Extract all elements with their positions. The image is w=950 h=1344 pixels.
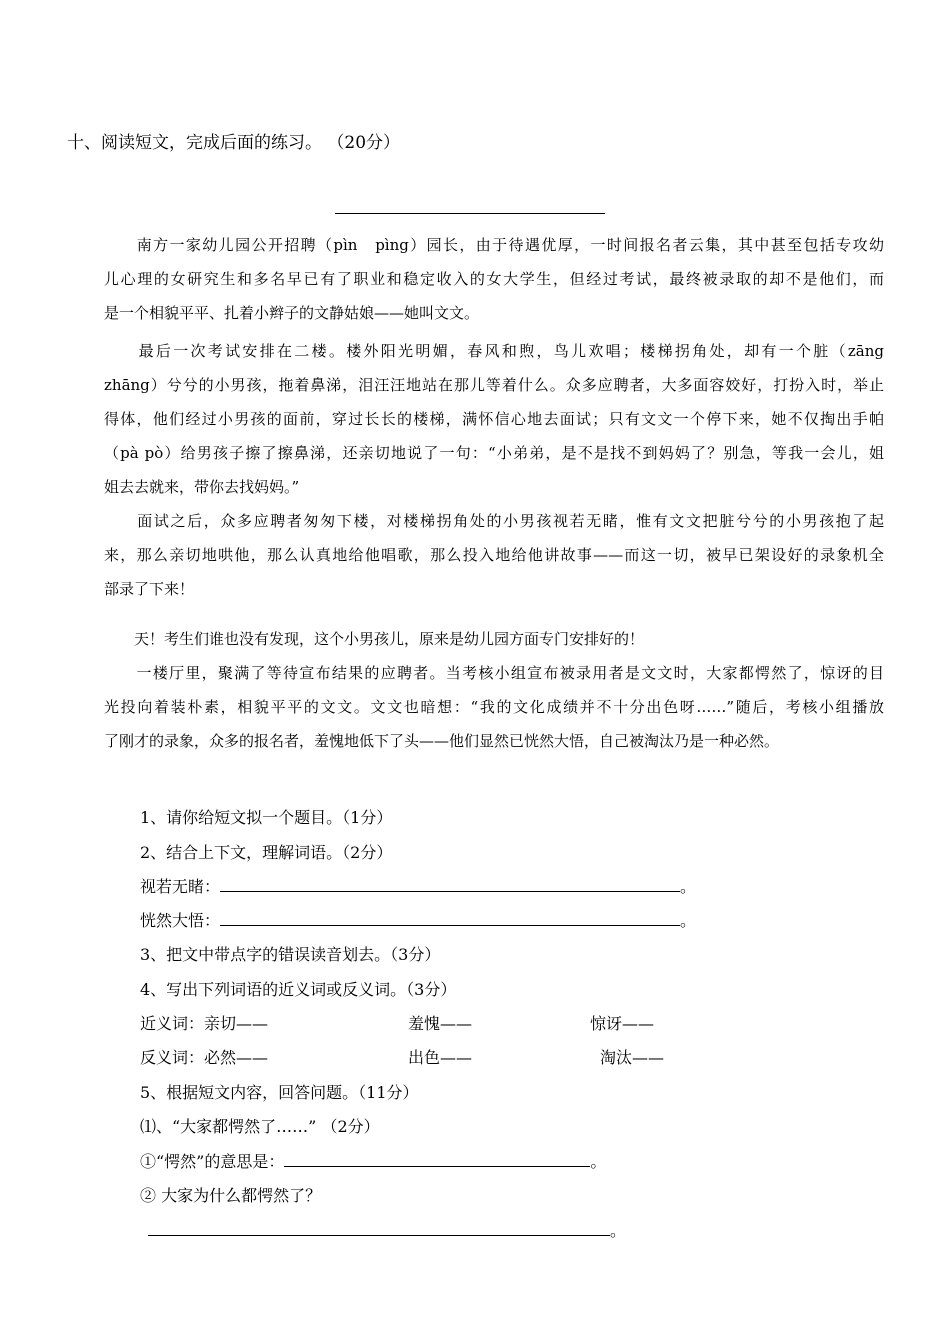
text-line: 来，那么亲切地哄他，那么认真地给他唱歌，那么投入地给他讲故事——而这一切，被早已架设好的录象机全 — [104, 546, 884, 564]
text-line: 光投向着装朴素，相貌平平的文文。文文也暗想：“我的文化成绩并不十分出色呀……”随后，考核小组播放 — [104, 698, 884, 716]
end-mark: 。 — [680, 911, 697, 930]
text-line: 南方一家幼儿园公开招聘（pìn pìng）园长，由于待遇优厚，一时间报名者云集，其中甚至包括专攻幼 — [104, 236, 884, 254]
text-line: 了刚才的录象，众多的报名者，羞愧地低下了头——他们显然已恍然大悟，自己被淘汰乃是一种必然。 — [104, 732, 780, 750]
text-line: 最后一次考试安排在二楼。楼外阳光明媚，春风和煦，鸟儿欢唱；楼梯拐角处，却有一个脏（zāng — [104, 342, 884, 360]
question-2: 2、结合上下文，理解词语。（2分） — [140, 843, 393, 862]
paragraph-3 — [104, 504, 884, 606]
paragraph-5 — [104, 656, 884, 758]
answer-line-5-1b — [148, 1218, 626, 1241]
text-line: 天！考生们谁也没有发现，这个小男孩儿，原来是幼儿园方面专门安排好的！ — [104, 630, 645, 648]
text-line: 儿心理的女研究生和多名早已有了职业和稳定收入的女大学生，但经过考试，最终被录取的却不是他们，而 — [104, 270, 884, 288]
question-2a — [140, 874, 696, 897]
term-label: 视若无睹： — [140, 877, 221, 896]
question-1: 1、请你给短文拟一个题目。（1分） — [140, 808, 393, 827]
answer-blank[interactable] — [220, 911, 680, 926]
question-5-1b: ② 大家为什么都愕然了？ — [140, 1186, 322, 1205]
synonym-qinqie[interactable]: 近义词：亲切—— — [140, 1014, 269, 1033]
antonym-biran[interactable]: 反义词：必然—— — [140, 1048, 269, 1067]
text-line: 一楼厅里，聚满了等待宣布结果的应聘者。当考核小组宣布被录用者是文文时，大家都愕然了，惊讶的目 — [104, 664, 884, 682]
paragraph-2 — [104, 334, 884, 504]
paragraph-1 — [104, 228, 884, 330]
answer-blank[interactable] — [284, 1152, 590, 1167]
question-5-1a — [140, 1149, 606, 1172]
text-line: 面试之后，众多应聘者匆匆下楼，对楼梯拐角处的小男孩视若无睹，惟有文文把脏兮兮的小男孩抱了起 — [104, 512, 884, 530]
text-line: 部录了下来！ — [104, 580, 195, 598]
question-5-1: ⑴、“大家都愕然了……” （2分） — [140, 1117, 380, 1136]
text-line: 是一个相貌平平、扎着小辫子的文静姑娘——她叫文文。 — [104, 304, 480, 322]
question-5: 5、根据短文内容，回答问题。（11分） — [140, 1083, 419, 1102]
question-2b — [140, 908, 696, 931]
end-mark: 。 — [680, 877, 697, 896]
answer-blank[interactable] — [220, 877, 680, 892]
text-line: 得体，他们经过小男孩的面前，穿过长长的楼梯，满怀信心地去面试；只有文文一个停下来，她不仅掏出手帕 — [104, 410, 884, 428]
section-heading: 十、阅读短文，完成后面的练习。 （20分） — [67, 133, 401, 153]
question-3: 3、把文中带点字的错误读音划去。（3分） — [140, 945, 441, 964]
term-label: 恍然大悟： — [140, 911, 221, 930]
synonym-xiukui[interactable]: 羞愧—— — [408, 1014, 473, 1033]
text-line: 姐去去就来，带你去找妈妈。” — [104, 478, 300, 496]
end-mark: 。 — [610, 1221, 627, 1240]
synonym-jingya[interactable]: 惊讶—— — [590, 1014, 655, 1033]
antonym-taotai[interactable]: 淘汰—— — [600, 1048, 665, 1067]
antonym-chuse[interactable]: 出色—— — [408, 1048, 473, 1067]
end-mark: 。 — [590, 1152, 607, 1171]
question-4: 4、写出下列词语的近义词或反义词。（3分） — [140, 980, 457, 999]
text-line: zhāng）兮兮的小男孩，拖着鼻涕，泪汪汪地站在那儿等着什么。众多应聘者，大多面容姣好，打扮入时，举止 — [104, 376, 884, 394]
title-blank-line[interactable] — [335, 213, 605, 214]
text-line: （pà pò）给男孩子擦了擦鼻涕，还亲切地说了一句：“小弟弟，是不是找不到妈妈了？别急，等我一会儿，姐 — [104, 444, 884, 462]
prompt-label: ①“愕然”的意思是： — [140, 1152, 285, 1171]
paragraph-4 — [104, 622, 884, 656]
answer-blank[interactable] — [148, 1221, 610, 1236]
